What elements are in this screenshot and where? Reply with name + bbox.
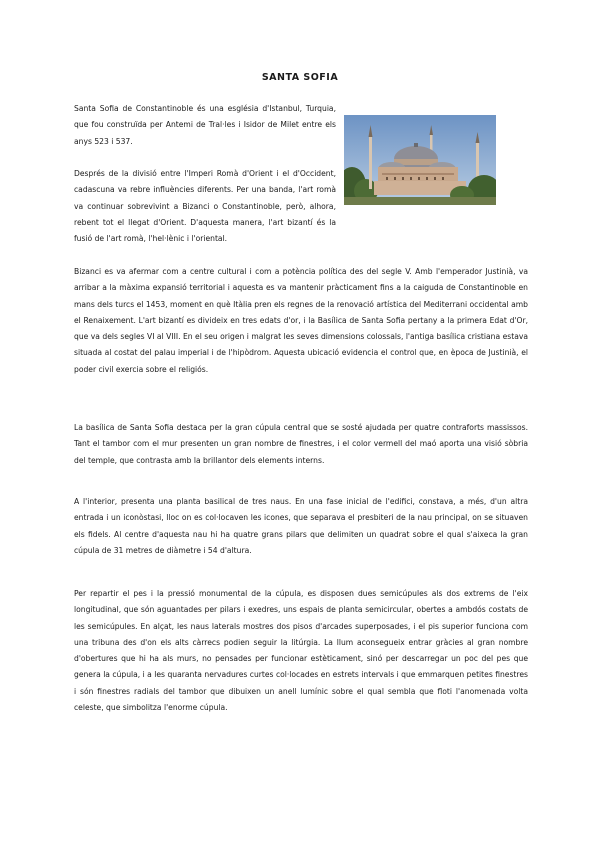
page-title: SANTA SOFIA [261,72,339,83]
paragraph-structure: Per repartir el pes i la pressió monumental de la cúpula, es disposen dues semicúpules als dos extrems de l'eix longitudinal, que són aguantades per pilars i exedres, uns espais de planta semicircular, obertes a ambdós costats de les semicúpules. En alçat, les naus laterals mostres dos pisos d'arcades superposades, i el pis superior funciona com una tribuna des d'on els alts càrrecs podien seguir la litúrgia. La llum aconsegueix entrar gràcies al gran nombre d'obertures que hi ha als murs, no pensades per funcionar estèticament, sinó per descarregar un poc del pes que genera la cúpula, i a les quaranta nervadures curtes col·locades en estrets intervals i que emmarquen petites finestres i són finestres radials del tambor que dibuixen un anell lumínic sobre el qual sembla que floti l'anomenada volta celeste, que simbolitza l'enorme cúpula. [74,589,528,713]
paragraph-interior: A l'interior, presenta una planta basilical de tres naus. En una fase inicial de l'edifici, constava, a més, d'un altra entrada i un iconòstasi, lloc on es col·locaven les icones, que separava el presbiteri de la nau principal, on se situaven els fidels. Al centre d'aquesta nau hi ha quatre grans pilars que delimiten un quadrat sobre el qual s'aixeca la gran cúpula de 31 metres de diàmetre i 54 d'altura. [74,497,528,555]
paragraph-history-beside-image: Després de la divisió entre l'Imperi Romà d'Orient i el d'Occident, cadascuna va rebre influències diferents. Per una banda, l'art romà va continuar sobrevivint a Bizanci o Constantinoble, però, alhora, rebent tot el llegat d'Orient. D'aquesta manera, l'art bizantí és la fusió de l'art romà, l'hel·lènic i l'oriental. [74,169,336,244]
paragraph-intro: Santa Sofia de Constantinoble és una església d'Istanbul, Turquia, que fou construïda per Antemi de Tral·les i Isidor de Milet entre els anys 523 i 537. [74,104,336,146]
hagia-sophia-photo [344,115,496,205]
paragraph-history-continued: Bizanci es va afermar com a centre cultural i com a potència política des del segle V. Amb l'emperador Justinià, va arribar a la màxima expansió territorial i aquesta es va mantenir pràcticament fins a la caiguda de Constantinoble en mans dels turcs el 1453, moment en què Itàlia pren els regnes de la renovació artística del Mediterrani occidental amb el Renaixement. L'art bizantí es divideix en tres edats d'or, i la Basílica de Santa Sofia pertany a la primera Edat d'Or, que va dels segles VI al VIII. En el seu origen i malgrat les seves dimensions colossals, l'antiga basílica cristiana estava situada al costat del palau imperial i de l'hipòdrom. Aquesta ubicació evidencia el control que, en època de Justinià, el poder civil exercia sobre el religiós. [74,267,528,374]
paragraph-dome: La basílica de Santa Sofia destaca per la gran cúpula central que se sosté ajudada per quatre contraforts massissos. Tant el tambor com el mur presenten un gran nombre de finestres, i el color vermell del maó aporta una visió sòbria del temple, que contrasta amb la brillantor dels elements interns. [74,423,528,465]
